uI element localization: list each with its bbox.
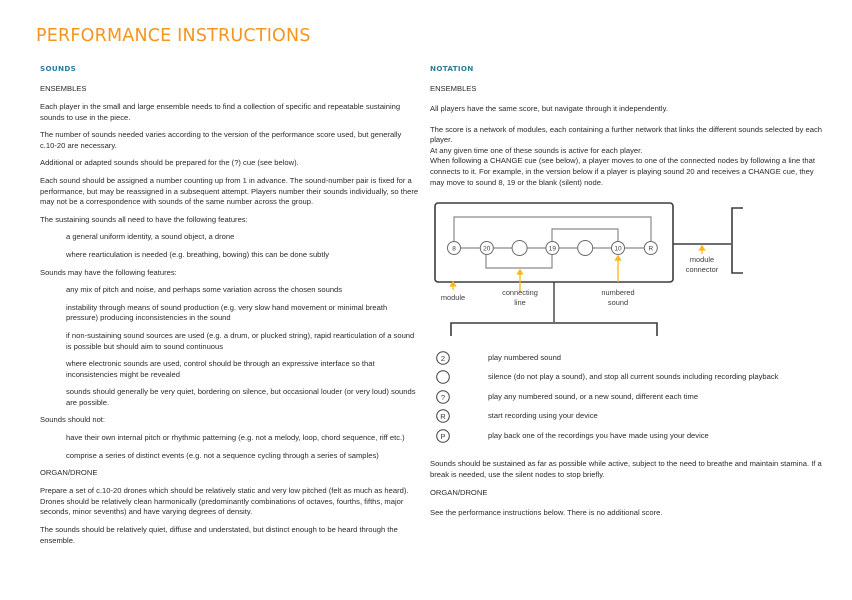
legend-text: silence (do not play a sound), and stop all current sounds including recording playback	[488, 372, 779, 382]
notation-legend	[434, 349, 844, 446]
node-label: 20	[483, 245, 491, 253]
paragraph: The score is a network of modules, each containing a further network that links the different sounds selected by each player.	[430, 124, 823, 145]
arrow-head-icon	[700, 246, 705, 250]
question-icon	[434, 388, 452, 406]
svg-text:?: ?	[440, 392, 446, 402]
sounds-organ-subheading: ORGAN/DRONE	[40, 468, 98, 478]
bottom-bracket	[451, 323, 657, 336]
label-numbered-sound: sound	[607, 298, 629, 307]
paragraph: See the performance instructions below. There is no additional score.	[430, 508, 663, 518]
list-item: if non-sustaining sound sources are used (e.g. a drum, or plucked string), rapid rearticulation of a sound is possible but should aim to sound continuous	[66, 330, 415, 351]
label-numbered-sound: numbered	[601, 288, 635, 297]
legend-row	[434, 388, 844, 407]
legend-row	[434, 427, 844, 446]
node-label: R	[648, 245, 654, 253]
notation-organ-subheading: ORGAN/DRONE	[430, 488, 488, 498]
paragraph: All players have the same score, but navigate through it independently.	[430, 104, 668, 113]
arrow-head-icon	[616, 256, 621, 260]
paragraph: Additional or adapted sounds should be prepared for the (?) cue (see below).	[40, 158, 299, 168]
module-connector-bracket	[732, 208, 743, 273]
label-module-connector: connector	[685, 265, 719, 274]
list-item: where rearticulation is needed (e.g. breathing, bowing) this can be done subtly	[66, 249, 329, 259]
playback-icon	[434, 427, 452, 445]
optional-features-intro: Sounds may have the following features:	[40, 267, 177, 277]
svg-text:2: 2	[440, 354, 446, 363]
sounds-ensembles-subheading: ENSEMBLES	[40, 84, 87, 93]
notation-heading: NOTATION	[430, 64, 474, 73]
list-item: comprise a series of distinct events (e.g. not a sequence cycling through a series of samples)	[66, 450, 379, 460]
label-module: module	[440, 293, 466, 302]
label-connecting-line: line	[514, 298, 526, 307]
legend-row	[434, 407, 844, 426]
legend-row	[434, 349, 844, 368]
paragraph: The sounds should be relatively quiet, diffuse and understated, but distinct enough to be heard through the ensemble.	[40, 525, 398, 545]
legend-text: play any numbered sound, or a new sound, different each time	[488, 391, 699, 401]
list-item: where electronic sounds are used, control should be through an expressive interface so that inconsistencies might be revealed	[66, 359, 375, 379]
svg-text:P: P	[440, 431, 446, 441]
list-item: sounds should generally be very quiet, bordering on silence, but occasional louder (or very loud) sounds are possible.	[66, 387, 416, 407]
paragraph: When following a CHANGE cue (see below), a player moves to one of the connected nodes by following a line that connects to it. For example, in the version below if a player is playing sound 20 and receives a CHANGE cue, they may move to sound 8, 19 or the blank (silent) node.	[430, 156, 815, 187]
silent-node	[512, 241, 527, 256]
list-item: instability through means of sound production (e.g. very slow hand movement or minimal breath pressure) producing inconsistencies in the sound	[66, 302, 388, 323]
svg-text:R: R	[440, 412, 446, 422]
legend-text: play back one of the recordings you have made using your device	[488, 430, 709, 440]
record-icon	[434, 407, 452, 425]
arrow-head-icon	[518, 270, 523, 274]
sounds-heading: SOUNDS	[40, 64, 77, 73]
sound-node	[546, 242, 559, 255]
required-features-intro: The sustaining sounds all need to have the following features:	[40, 214, 248, 224]
silence-icon	[434, 368, 452, 386]
sustain-note: Sounds should be sustained as far as possible while active, subject to the need to breathe and maintain stamina. If a break is needed, use the silent nodes to stop briefly.	[430, 459, 822, 479]
paragraph: At any given time one of these sounds is active for each player.	[430, 145, 643, 155]
sound-node	[612, 242, 625, 255]
legend-row	[434, 368, 844, 387]
node-label: 19	[548, 245, 557, 253]
numbered-sound-icon	[434, 349, 452, 367]
label-connecting-line: connecting	[502, 288, 538, 297]
notation-section	[430, 64, 830, 188]
list-item: a general uniform identity, a sound object, a drone	[66, 232, 235, 242]
notation-footer	[430, 459, 830, 526]
node-label: 10	[614, 245, 622, 253]
module-diagram	[425, 195, 755, 340]
paragraph: The number of sounds needed varies according to the version of the performance score used, but generally c.10-20 are necessary.	[40, 130, 402, 150]
page-title: PERFORMANCE INSTRUCTIONS	[36, 26, 311, 46]
list-item: have their own internal pitch or rhythmic patterning (e.g. not a melody, loop, chord sequence, riff etc.)	[66, 433, 405, 443]
paragraph: Prepare a set of c.10-20 drones which should be relatively static and very low pitched (felt as much as heard). Drones should be relatively clean harmonically (predominantly combinations of octaves, fourths, fifths, major seconds, minor sevenths) and have varying degrees of density.	[40, 486, 409, 517]
notation-ensembles-subheading: ENSEMBLES	[430, 84, 477, 93]
silent-node	[578, 241, 593, 256]
sounds-section	[40, 64, 420, 553]
sound-node	[480, 242, 493, 255]
label-module-connector: module	[689, 255, 715, 264]
paragraph: Each player in the small and large ensemble needs to find a collection of specific and repeatable sustaining sounds to use in the piece.	[40, 102, 401, 122]
legend-text: start recording using your device	[488, 411, 598, 421]
not-features-intro: Sounds should not:	[40, 415, 106, 425]
node-label: 8	[452, 245, 456, 253]
sound-node	[644, 242, 657, 255]
legend-text: play numbered sound	[488, 353, 562, 362]
paragraph: Each sound should be assigned a number counting up from 1 in advance. The sound-number pair is fixed for a performance, but may be reassigned in a subsequent attempt. Players number their sounds individually, so there may not be a correspondence with sounds of the same number across the group.	[40, 175, 419, 207]
list-item: any mix of pitch and noise, and perhaps some variation across the chosen sounds	[66, 285, 343, 295]
sound-node	[448, 242, 461, 255]
